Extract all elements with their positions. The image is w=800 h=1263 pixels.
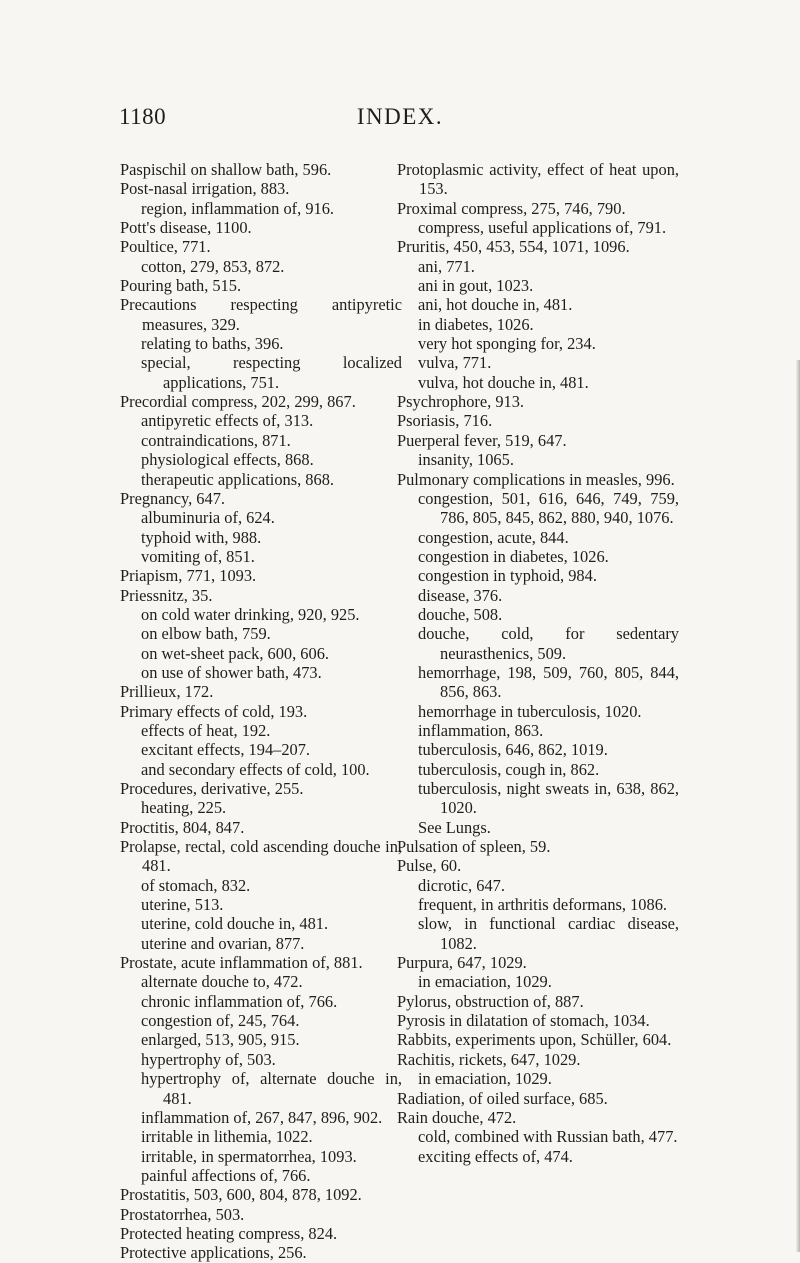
- index-subentry: congestion in typhoid, 984.: [418, 566, 597, 586]
- index-subentry: disease, 376.: [418, 585, 503, 605]
- index-entry: Proctitis, 804, 847.: [120, 817, 245, 837]
- index-entry: Puerperal fever, 519, 647.: [397, 430, 567, 450]
- index-subentry: albuminuria of, 624.: [141, 508, 275, 528]
- index-subentry: excitant effects, 194–207.: [141, 740, 311, 760]
- index-subentry: on cold water drinking, 920, 925.: [141, 604, 360, 624]
- index-subentry: irritable in lithemia, 1022.: [141, 1127, 313, 1147]
- index-subentry: inflammation, 863.: [418, 720, 544, 740]
- index-subentry: alternate douche to, 472.: [141, 972, 303, 992]
- index-subentry: contraindications, 871.: [141, 430, 291, 450]
- index-subentry: cold, combined with Russian bath, 477.: [418, 1127, 678, 1147]
- index-subentry: hemorrhage, 198, 509, 760, 805, 844, 856, 863.: [418, 662, 679, 702]
- index-entry: Pruritis, 450, 453, 554, 1071, 1096.: [397, 237, 630, 257]
- index-subentry: cotton, 279, 853, 872.: [141, 256, 285, 276]
- index-subentry: vulva, hot douche in, 481.: [418, 372, 589, 392]
- index-entry: Prolapse, rectal, cold ascending douche in, 481.: [120, 837, 402, 876]
- index-subentry: slow, in functional cardiac disease, 1082.: [418, 914, 679, 953]
- index-subentry: congestion in diabetes, 1026.: [418, 546, 609, 566]
- index-entry: Protoplasmic activity, effect of heat upon, 153.: [397, 160, 679, 199]
- index-subentry: ani in gout, 1023.: [418, 276, 534, 296]
- index-entry: Rabbits, experiments upon, Schüller, 604.: [397, 1030, 672, 1050]
- index-entry: Priapism, 771, 1093.: [120, 566, 257, 586]
- index-subentry: frequent, in arthritis deformans, 1086.: [418, 895, 667, 915]
- index-entry: Primary effects of cold, 193.: [120, 701, 308, 721]
- index-subentry: vulva, 771.: [418, 353, 492, 373]
- index-subentry: insanity, 1065.: [418, 450, 514, 470]
- index-entry: Precordial compress, 202, 299, 867.: [120, 392, 356, 412]
- index-subentry: congestion, acute, 844.: [418, 527, 569, 547]
- index-subentry: congestion of, 245, 764.: [141, 1011, 300, 1031]
- index-subentry: congestion, 501, 616, 646, 749, 759, 786, 805, 845, 862, 880, 940, 1076.: [418, 488, 679, 528]
- index-subentry: inflammation of, 267, 847, 896, 902.: [141, 1107, 383, 1127]
- index-entry: Pylorus, obstruction of, 887.: [397, 991, 584, 1011]
- index-entry: Pyrosis in dilatation of stomach, 1034.: [397, 1011, 650, 1031]
- index-entry: Prostatorrhea, 503.: [120, 1204, 245, 1224]
- index-entry: Pulmonary complications in measles, 996.: [397, 469, 675, 489]
- index-subentry: uterine, cold douche in, 481.: [141, 914, 329, 934]
- index-entry: Paspischil on shallow bath, 596.: [120, 160, 332, 179]
- page-number: 1180: [119, 104, 167, 129]
- index-subentry: in emaciation, 1029.: [418, 1069, 552, 1089]
- index-entry: Priessnitz, 35.: [120, 585, 213, 605]
- index-subentry: uterine and ovarian, 877.: [141, 933, 305, 953]
- index-subentry: on use of shower bath, 473.: [141, 662, 322, 682]
- index-entry: Proximal compress, 275, 746, 790.: [397, 198, 626, 218]
- index-subentry: of stomach, 832.: [141, 875, 251, 895]
- index-entry: Prostatitis, 503, 600, 804, 878, 1092.: [120, 1185, 362, 1205]
- index-subentry: uterine, 513.: [141, 895, 224, 915]
- index-entry: Pulse, 60.: [397, 856, 462, 876]
- index-subentry: on elbow bath, 759.: [141, 624, 271, 644]
- index-subentry: region, inflammation of, 916.: [141, 198, 335, 218]
- index-entry: Procedures, derivative, 255.: [120, 779, 304, 798]
- index-entry: Post-nasal irrigation, 883.: [120, 179, 290, 199]
- index-subentry: dicrotic, 647.: [418, 875, 505, 895]
- index-subentry: on wet-sheet pack, 600, 606.: [141, 643, 329, 663]
- index-entry: Rachitis, rickets, 647, 1029.: [397, 1049, 581, 1069]
- index-subentry: hemorrhage in tuberculosis, 1020.: [418, 701, 642, 721]
- index-entry: Prillieux, 172.: [120, 682, 214, 702]
- index-subentry: douche, 508.: [418, 604, 503, 624]
- index-subentry: effects of heat, 192.: [141, 720, 271, 740]
- index-subentry: hypertrophy of, 503.: [141, 1049, 276, 1069]
- index-entry: Radiation, of oiled surface, 685.: [397, 1088, 608, 1108]
- index-column-left: [120, 160, 402, 1263]
- index-entry: Prostate, acute inflammation of, 881.: [120, 953, 363, 973]
- index-subentry: See Lungs.: [418, 817, 491, 837]
- index-subentry: enlarged, 513, 905, 915.: [141, 1030, 300, 1050]
- index-subentry: tuberculosis, cough in, 862.: [418, 759, 600, 779]
- index-subentry: ani, 771.: [418, 256, 475, 276]
- index-subentry: painful affections of, 766.: [141, 1165, 311, 1185]
- index-subentry: special, respecting localized applications, 751.: [141, 353, 402, 392]
- index-subentry: compress, useful applications of, 791.: [418, 218, 667, 238]
- index-subentry: relating to baths, 396.: [141, 334, 284, 354]
- index-entry: Pouring bath, 515.: [120, 276, 242, 296]
- index-subentry: therapeutic applications, 868.: [141, 469, 334, 489]
- index-subentry: very hot sponging for, 234.: [418, 334, 596, 354]
- index-entry: Precautions respecting antipyretic measures, 329.: [120, 295, 402, 334]
- index-subentry: in emaciation, 1029.: [418, 972, 552, 992]
- index-subentry: heating, 225.: [141, 798, 227, 818]
- index-entry: Pulsation of spleen, 59.: [397, 837, 551, 857]
- index-entry: Protected heating compress, 824.: [120, 1223, 338, 1243]
- index-column-right: [397, 160, 679, 1166]
- index-subentry: chronic inflammation of, 766.: [141, 991, 338, 1011]
- index-subentry: exciting effects of, 474.: [418, 1146, 573, 1166]
- index-entry: Rain douche, 472.: [397, 1107, 517, 1127]
- index-entry: Purpura, 647, 1029.: [397, 953, 527, 973]
- index-entry: Psychrophore, 913.: [397, 392, 525, 412]
- index-subentry: douche, cold, for sedentary neurasthenics, 509.: [418, 624, 679, 663]
- index-subentry: irritable, in spermatorrhea, 1093.: [141, 1146, 357, 1166]
- index-subentry: and secondary effects of cold, 100.: [141, 759, 370, 779]
- index-subentry: ani, hot douche in, 481.: [418, 295, 573, 315]
- index-subentry: physiological effects, 868.: [141, 450, 314, 470]
- index-subentry: hypertrophy of, alternate douche in, 481.: [141, 1069, 402, 1108]
- index-subentry: in diabetes, 1026.: [418, 314, 534, 334]
- index-entry: Psoriasis, 716.: [397, 411, 493, 431]
- index-subentry: typhoid with, 988.: [141, 527, 262, 547]
- page-edge-shadow: [796, 360, 800, 1252]
- index-subentry: tuberculosis, 646, 862, 1019.: [418, 740, 608, 760]
- index-entry: Pott's disease, 1100.: [120, 218, 252, 238]
- running-head: INDEX.: [356, 104, 444, 129]
- index-subentry: tuberculosis, night sweats in, 638, 862, 1020.: [418, 779, 679, 818]
- index-subentry: vomiting of, 851.: [141, 546, 255, 566]
- index-entry: Poultice, 771.: [120, 237, 211, 257]
- index-subentry: antipyretic effects of, 313.: [141, 411, 314, 431]
- index-entry: Pregnancy, 647.: [120, 488, 225, 508]
- index-entry: Protective applications, 256.: [120, 1243, 307, 1263]
